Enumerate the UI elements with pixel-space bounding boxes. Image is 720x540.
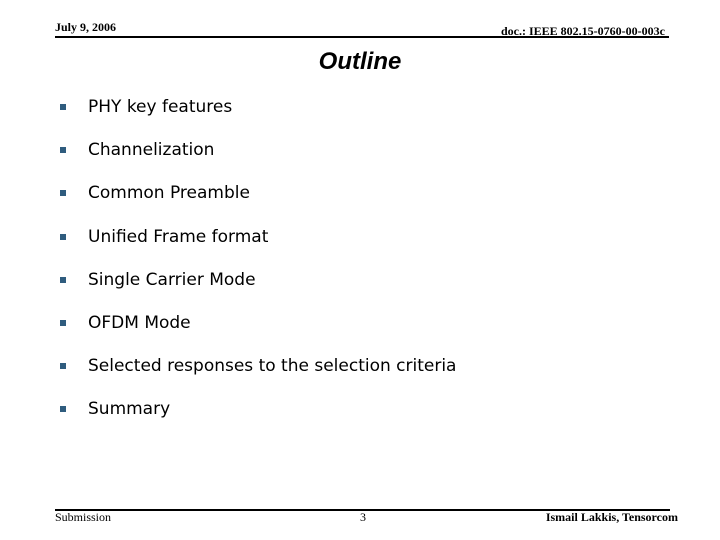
bullet-item xyxy=(60,268,256,292)
bullet-text: Single Carrier Mode xyxy=(88,270,256,290)
bullet-item xyxy=(60,225,268,249)
square-bullet-icon xyxy=(60,277,66,283)
bullet-item xyxy=(60,311,191,335)
square-bullet-icon xyxy=(60,320,66,326)
square-bullet-icon xyxy=(60,190,66,196)
bullet-text: Summary xyxy=(88,399,171,419)
bullet-text: Common Preamble xyxy=(88,183,250,203)
bullet-item xyxy=(60,397,170,421)
square-bullet-icon xyxy=(60,406,66,412)
square-bullet-icon xyxy=(60,104,66,110)
footer-page-number: 3 xyxy=(360,510,366,524)
bullet-text: Unified Frame format xyxy=(88,227,269,247)
bullet-text: PHY key features xyxy=(88,97,233,117)
bullet-item xyxy=(60,95,232,119)
bullet-text: OFDM Mode xyxy=(88,313,191,333)
slide-title: Outline xyxy=(318,48,402,75)
header-doc-id: doc.: IEEE 802.15-0760-00-003c xyxy=(501,24,665,38)
bullet-text: Selected responses to the selection criteria xyxy=(88,356,457,376)
header-date: July 9, 2006 xyxy=(55,20,117,34)
square-bullet-icon xyxy=(60,363,66,369)
bullet-item xyxy=(60,138,214,162)
bullet-text: Channelization xyxy=(88,140,215,160)
bullet-item xyxy=(60,181,250,205)
footer-submission: Submission xyxy=(55,510,112,524)
bullet-item xyxy=(60,354,456,378)
square-bullet-icon xyxy=(60,147,66,153)
square-bullet-icon xyxy=(60,234,66,240)
footer-author: Ismail Lakkis, Tensorcom xyxy=(545,510,678,524)
